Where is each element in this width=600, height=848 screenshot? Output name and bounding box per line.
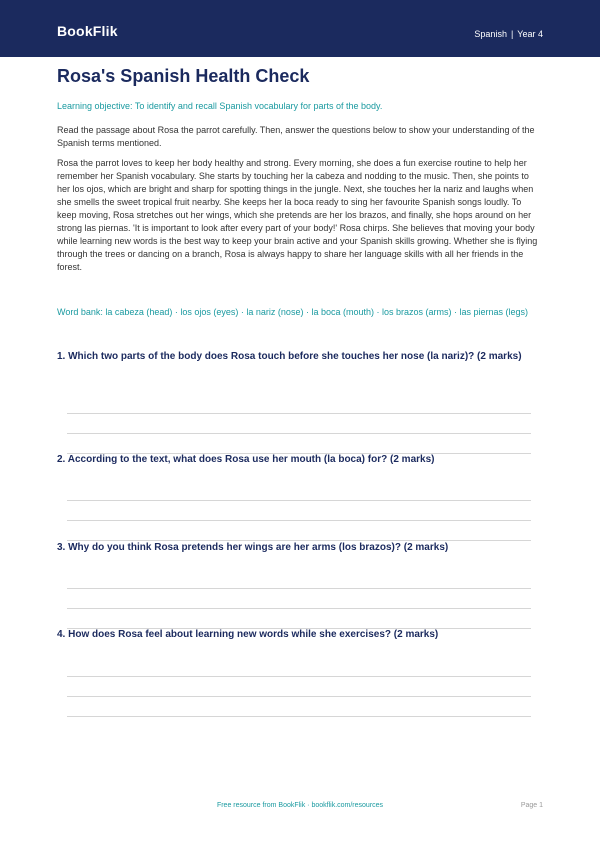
header-bar — [0, 0, 600, 57]
question-4: 4. How does Rosa feel about learning new words while she exercises? (2 marks) — [57, 629, 439, 640]
answer-line[interactable] — [67, 433, 531, 434]
question-2: 2. According to the text, what does Rosa use her mouth (la boca) for? (2 marks) — [57, 454, 435, 465]
reading-passage: Rosa the parrot loves to keep her body healthy and strong. Every morning, she does a fun exercise routine to help her remember her Spanish vocabulary. She starts by touching her la cabeza and nodding to the music. Then, she points to her los ojos, which are bright and sharp for spotting things in the jungle. Next, she touches her la nariz and laughs when she smells the sweet tropical fruit nearby. She keeps her la boca ready to sing her favourite Spanish songs loudly. To keep moving, Rosa stretches out her wings, which she pretends are her los brazos, and finally, she hops around on her strong las piernas. 'It is important to look after every part of your body!' Rosa chirps. She believes that moving your body while learning new words is the best way to keep your brain active and your Spanish skills growing. Whether she is flying through the trees or dancing on a branch, Rosa is always happy to share her language skills with all her friends in the forest. — [57, 158, 538, 272]
question-1: 1. Which two parts of the body does Rosa touch before she touches her nose (la nariz)? (2 marks) — [57, 351, 522, 362]
answer-line[interactable] — [67, 608, 531, 609]
subject-label: Spanish — [474, 29, 507, 39]
year-label: Year 4 — [517, 29, 543, 39]
answer-line[interactable] — [67, 500, 531, 501]
answer-line[interactable] — [67, 520, 531, 521]
separator: | — [510, 29, 514, 39]
footer-resource-link[interactable]: Free resource from BookFlik · bookflik.com/resources — [216, 802, 384, 809]
answer-line[interactable] — [67, 716, 531, 717]
instructions-text: Read the passage about Rosa the parrot carefully. Then, answer the questions below to show your understanding of the Spanish terms mentioned. — [57, 125, 535, 148]
answer-line[interactable] — [67, 676, 531, 677]
question-3: 3. Why do you think Rosa pretends her wings are her arms (los brazos)? (2 marks) — [57, 542, 449, 553]
brand-logo-text[interactable]: BookFlik — [57, 23, 118, 39]
answer-line[interactable] — [67, 696, 531, 697]
learning-objective: Learning objective: To identify and recall Spanish vocabulary for parts of the body. — [57, 101, 383, 111]
answer-line[interactable] — [67, 588, 531, 589]
word-bank: Word bank: la cabeza (head) · los ojos (eyes) · la nariz (nose) · la boca (mouth) · los brazos (arms) · las piernas (legs) — [57, 307, 529, 317]
page-number: Page 1 — [520, 802, 543, 809]
answer-line[interactable] — [67, 413, 531, 414]
subject-year-label — [474, 29, 543, 39]
page-title: Rosa's Spanish Health Check — [57, 66, 310, 86]
